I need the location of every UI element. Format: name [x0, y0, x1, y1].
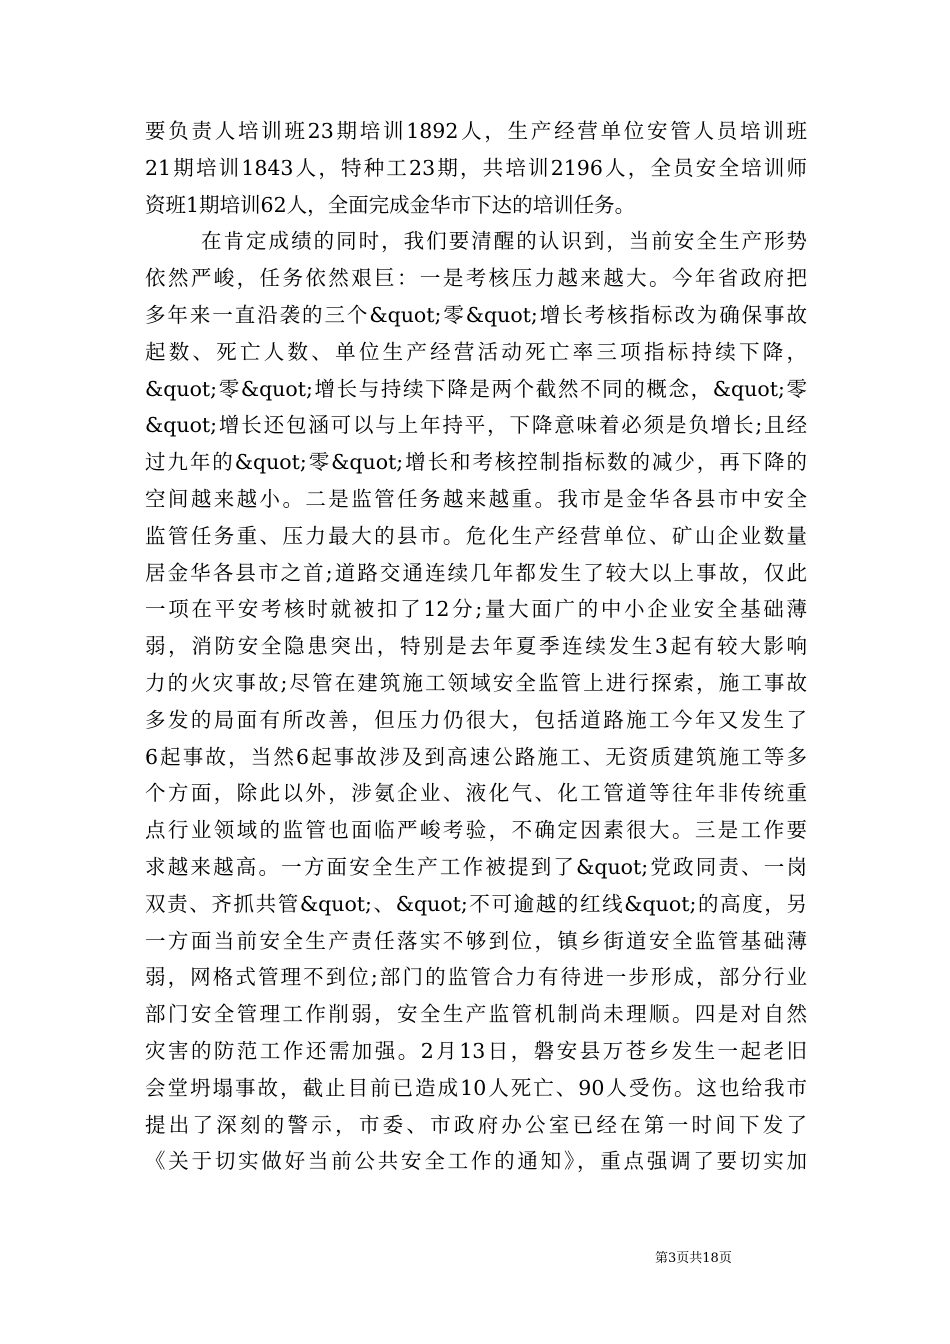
text-line: 弱，网格式管理不到位;部门的监管合力有待进一步形成，部分行业: [145, 965, 807, 990]
text-line: 依然严峻，任务依然艰巨：一是考核压力越来越大。今年省政府把: [145, 266, 807, 291]
text-line: 个方面，除此以外，涉氨企业、液化气、化工管道等往年非传统重: [145, 781, 807, 806]
text-line: 一方面当前安全生产责任落实不够到位，镇乡街道安全监管基础薄: [145, 928, 807, 953]
text-line: 多发的局面有所改善，但压力仍很大，包括道路施工今年又发生了: [145, 707, 807, 732]
text-line: 《关于切实做好当前公共安全工作的通知》，重点强调了要切实加: [145, 1149, 807, 1174]
page-number-footer: 第3页共18页: [655, 1251, 732, 1266]
text-line: 一项在平安考核时就被扣了12分;量大面广的中小企业安全基础薄: [145, 597, 807, 622]
text-line: 提出了深刻的警示，市委、市政府办公室已经在第一时间下发了: [145, 1112, 807, 1137]
text-line: 资班1期培训62人，全面完成金华市下达的培训任务。: [145, 192, 636, 217]
text-line: 求越来越高。一方面安全生产工作被提到了&quot;党政同责、一岗: [145, 854, 807, 879]
text-line: 21期培训1843人，特种工23期，共培训2196人，全员安全培训师: [145, 155, 807, 180]
paragraph-first-line: 在肯定成绩的同时，我们要清醒的认识到，当前安全生产形势: [201, 229, 807, 254]
text-line: 要负责人培训班23期培训1892人，生产经营单位安管人员培训班: [145, 119, 807, 143]
text-line: 会堂坍塌事故，截止目前已造成10人死亡、90人受伤。这也给我市: [145, 1075, 807, 1100]
text-line: 居金华各县市之首;道路交通连续几年都发生了较大以上事故，仅此: [145, 560, 807, 585]
text-line: 弱，消防安全隐患突出，特别是去年夏季连续发生3起有较大影响: [145, 634, 807, 659]
text-line: 灾害的防范工作还需加强。2月13日，磐安县万苍乡发生一起老旧: [145, 1038, 807, 1063]
text-line: 点行业领域的监管也面临严峻考验，不确定因素很大。三是工作要: [145, 818, 807, 843]
text-line: &quot;增长还包涵可以与上年持平，下降意味着必须是负增长;且经: [145, 413, 807, 438]
text-line: 起数、死亡人数、单位生产经营活动死亡率三项指标持续下降，: [145, 339, 807, 364]
text-line: 6起事故，当然6起事故涉及到高速公路施工、无资质建筑施工等多: [145, 744, 807, 769]
text-line: 双责、齐抓共管&quot;、&quot;不可逾越的红线&quot;的高度，另: [145, 891, 807, 916]
body-text: [145, 113, 807, 1180]
text-line: 空间越来越小。二是监管任务越来越重。我市是金华各县市中安全: [145, 486, 807, 511]
text-line: 过九年的&quot;零&quot;增长和考核控制指标数的减少，再下降的: [145, 450, 807, 475]
text-line: 部门安全管理工作削弱，安全生产监管机制尚未理顺。四是对自然: [145, 1002, 807, 1027]
text-line: 监管任务重、压力最大的县市。危化生产经营单位、矿山企业数量: [145, 523, 807, 548]
text-line: 多年来一直沿袭的三个&quot;零&quot;增长考核指标改为确保事故: [145, 302, 807, 327]
text-line: &quot;零&quot;增长与持续下降是两个截然不同的概念，&quot;零: [145, 376, 807, 401]
text-line: 力的火灾事故;尽管在建筑施工领域安全监管上进行探索，施工事故: [145, 670, 807, 695]
